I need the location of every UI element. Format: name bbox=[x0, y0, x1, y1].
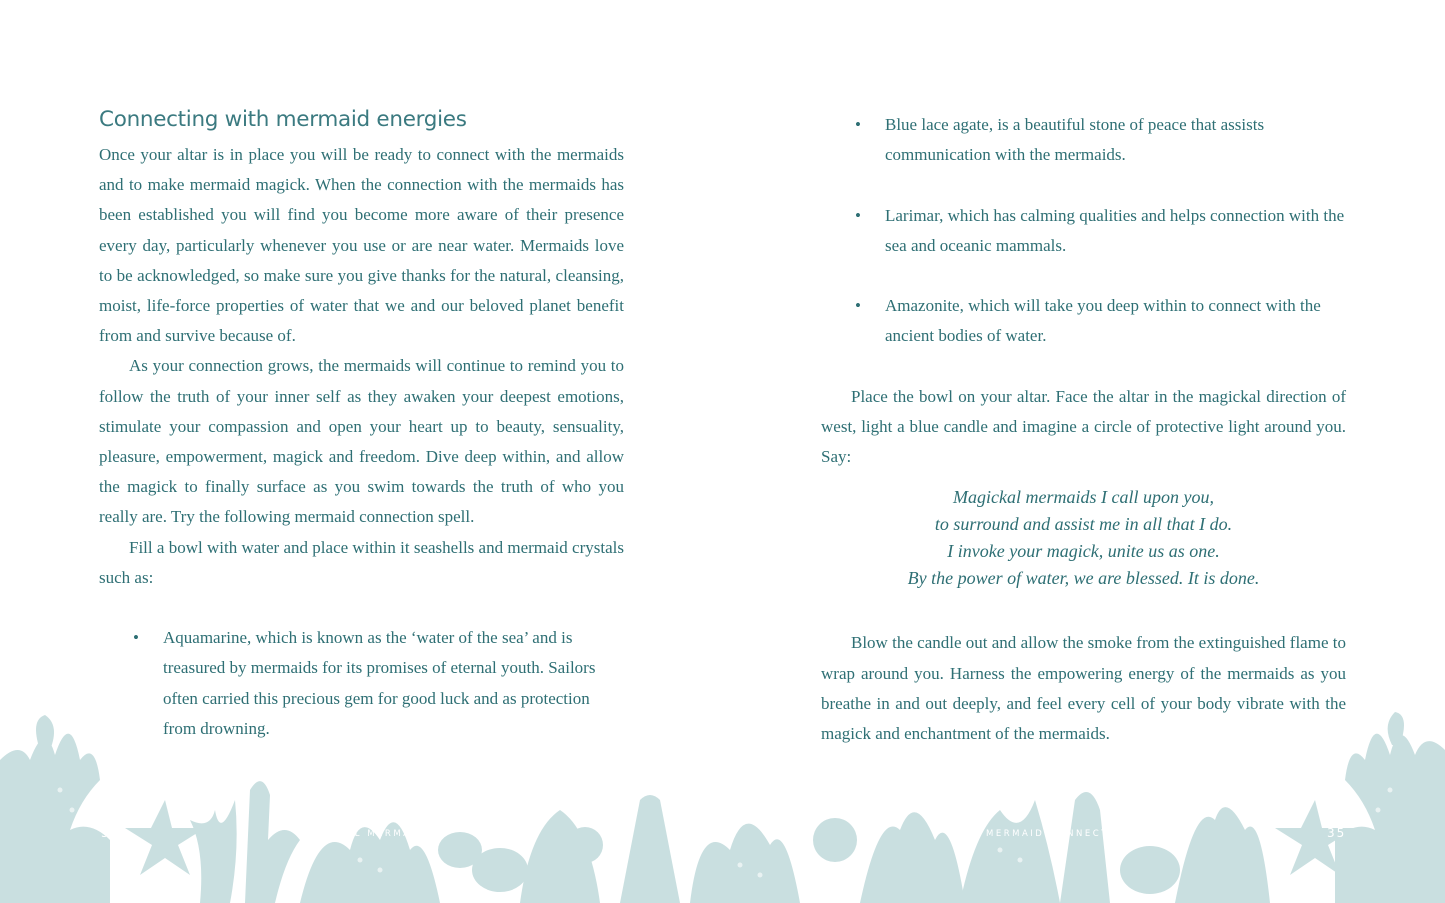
crystal-list-right-2 bbox=[821, 201, 1346, 261]
paragraph-closing: Blow the candle out and allow the smoke from the extinguished flame to wrap around you. Harness the empowering energy of the mermaids as you breathe in and out deeply, and feel every cell of your body vibrate with the magick and enchantment of the mermaids. bbox=[821, 633, 1346, 743]
verse-line: Magickal mermaids I call upon you, bbox=[953, 487, 1214, 508]
list-item-text: Larimar, which has calming qualities and helps connection with the sea and oceanic mammals. bbox=[885, 205, 1345, 255]
page-number-right: 35 bbox=[1327, 826, 1347, 840]
bullet-icon: • bbox=[855, 205, 861, 225]
paragraph-altar: Place the bowl on your altar. Face the altar in the magickal direction of west, light a blue candle and imagine a circle of protective light around you. Say: bbox=[821, 386, 1346, 467]
bullet-icon: • bbox=[133, 628, 139, 648]
running-head-left: MAGICKAL MERMAIDS bbox=[298, 829, 434, 839]
right-page bbox=[722, 0, 1445, 903]
crystal-list-left bbox=[99, 623, 624, 744]
bullet-icon: • bbox=[855, 296, 861, 316]
list-item bbox=[821, 110, 1346, 170]
crystal-list-right-3 bbox=[821, 291, 1346, 351]
spacer bbox=[821, 352, 1346, 382]
list-item-text: Aquamarine, which is known as the ‘water of the sea’ and is treasured by mermaids for its promises of eternal youth. Sailors often carried this precious gem for good luck and as protection from drowning. bbox=[163, 628, 596, 738]
right-page-body bbox=[821, 110, 1346, 749]
verse-line: By the power of water, we are blessed. It is done. bbox=[907, 568, 1260, 589]
spacer bbox=[821, 261, 1346, 291]
spacer bbox=[821, 170, 1346, 200]
crystal-list-right bbox=[821, 110, 1346, 170]
list-item-text: Blue lace agate, is a beautiful stone of peace that assists communication with the mermaids. bbox=[885, 115, 1265, 165]
list-item-text: Amazonite, which will take you deep within to connect with the ancient bodies of water. bbox=[885, 296, 1321, 346]
bullet-icon: • bbox=[855, 115, 861, 134]
verse-line: I invoke your magick, unite us as one. bbox=[947, 541, 1220, 562]
section-heading: Connecting with mermaid energies bbox=[99, 107, 467, 132]
list-item bbox=[821, 291, 1346, 351]
page-number-left: 34 bbox=[101, 826, 121, 840]
list-item bbox=[821, 201, 1346, 261]
spell-verse bbox=[821, 484, 1346, 592]
spacer bbox=[821, 592, 1346, 628]
left-page-body bbox=[99, 140, 624, 744]
paragraph-3: Fill a bowl with water and place within it seashells and mermaid crystals such as: bbox=[99, 537, 624, 587]
list-item bbox=[99, 623, 624, 744]
left-page bbox=[0, 0, 722, 903]
paragraph-1: Once your altar is in place you will be ready to connect with the mermaids and to make mermaid magick. When the connection with the mermaids has been established you will find you become more aware of their presence every day, particularly whenever you use or are near water. Mermaids love to be acknowledged, so make sure you give thanks for the natural, cleansing, moist, life-force properties of water that we and our beloved planet benefit from and survive because of. bbox=[99, 145, 624, 346]
paragraph-2: As your connection grows, the mermaids will continue to remind you to follow the truth of your inner self as they awaken your deepest emotions, stimulate your compassion and open your heart up to beauty, sensuality, pleasure, empowerment, magick and freedom. Dive deep within, and allow the magick to finally surface as you swim towards the truth of who you really are. Try the following mermaid connection spell. bbox=[99, 356, 624, 527]
running-head-right: MERMAID CONNECTION MAGICK bbox=[986, 829, 1186, 839]
spacer bbox=[99, 593, 624, 623]
verse-line: to surround and assist me in all that I do. bbox=[934, 514, 1233, 535]
